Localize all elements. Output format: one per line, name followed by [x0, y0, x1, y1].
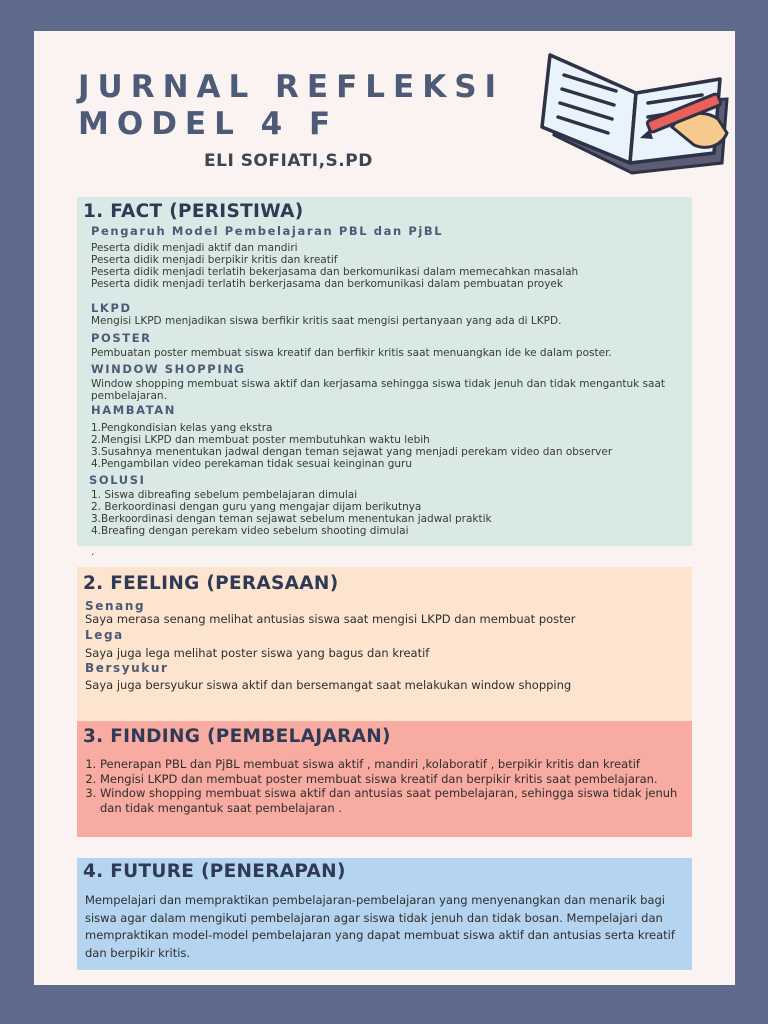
bersyukur-heading: Bersyukur	[85, 661, 169, 675]
author-name: ELI SOFIATI,S.PD	[204, 151, 373, 171]
hambatan-item: 1.Pengkondisian kelas yang ekstra	[91, 422, 273, 434]
title-line-2: MODEL 4 F	[78, 106, 339, 142]
fact-line: Peserta didik menjadi berpikir kritis dan kreatif	[91, 254, 338, 266]
bersyukur-text: Saya juga bersyukur siswa aktif dan bersemangat saat melakukan window shopping	[85, 678, 572, 692]
hambatan-heading: HAMBATAN	[91, 403, 177, 417]
finding-list	[78, 757, 690, 815]
fact-heading: 1. FACT (PERISTIWA)	[83, 201, 304, 222]
solusi-item: 1. Siswa dibreafing sebelum pembelajaran dimulai	[91, 489, 358, 501]
senang-heading: Senang	[85, 599, 146, 613]
solusi-heading: SOLUSI	[89, 473, 146, 487]
lkpd-heading: LKPD	[91, 301, 132, 315]
hambatan-list	[91, 422, 681, 470]
window-shopping-text: Window shopping membuat siswa aktif dan kerjasama sehingga siswa tidak jenuh dan tidak mengantuk saat pembelajaran.	[91, 378, 666, 402]
finding-item: 2. Mengisi LKPD dan membuat poster membuat siswa kreatif dan berpikir kritis saat pembelajaran.	[100, 772, 690, 787]
solusi-item: 3.Berkoordinasi dengan teman sejawat sebelum menentukan jadwal praktik	[91, 513, 492, 525]
fact-subheading: Pengaruh Model Pembelajaran PBL dan PjBL	[91, 224, 444, 238]
feeling-heading: 2. FEELING (PERASAAN)	[83, 573, 339, 594]
solusi-item: 4.Breafing dengan perekam video sebelum shooting dimulai	[91, 525, 409, 537]
lkpd-text: Mengisi LKPD menjadikan siswa berfikir kritis saat mengisi pertanyaan yang ada di LKPD.	[91, 315, 562, 327]
fact-section	[77, 197, 692, 558]
finding-heading: 3. FINDING (PEMBELAJARAN)	[83, 726, 391, 747]
poster-heading: POSTER	[91, 331, 152, 345]
fact-lines	[91, 242, 681, 290]
hambatan-item: 4.Pengambilan video perekaman tidak sesuai keinginan guru	[91, 458, 413, 470]
lega-text: Saya juga lega melihat poster siswa yang bagus dan kreatif	[85, 646, 430, 660]
solusi-item: 2. Berkoordinasi dengan guru yang mengajar dijam berikutnya	[91, 501, 422, 513]
finding-item: 1. Penerapan PBL dan PjBL membuat siswa aktif , mandiri ,kolaboratif , berpikir kritis dan kreatif	[100, 757, 690, 772]
future-section	[77, 858, 692, 970]
senang-text: Saya merasa senang melihat antusias siswa saat mengisi LKPD dan membuat poster	[85, 612, 576, 626]
feeling-section	[77, 567, 692, 731]
fact-line: Peserta didik menjadi aktif dan mandiri	[91, 242, 298, 254]
fact-line: Peserta didik menjadi terlatih berkerjasama dan berkomunikasi dalam pembuatan proyek	[91, 278, 563, 290]
open-book-icon	[522, 35, 736, 185]
poster-text: Pembuatan poster membuat siswa kreatif dan berfikir kritis saat menuangkan ide ke dalam poster.	[91, 347, 612, 359]
lega-heading: Lega	[85, 628, 124, 642]
window-shopping-heading: WINDOW SHOPPING	[91, 362, 246, 376]
hambatan-item: 3.Susahnya menentukan jadwal dengan teman sejawat yang menjadi perekam video dan observer	[91, 446, 613, 458]
future-text: Mempelajari dan mempraktikan pembelajaran-pembelajaran yang menyenangkan dan menarik bagi siswa agar dalam mengikuti pembelajaran agar siswa tidak jenuh dan tidak bosan. Mempelajari dan mempraktikan model-model pembelajaran yang dapat membuat siswa aktif dan antusias serta kreatif dan berpikir kritis.	[85, 893, 675, 960]
trailing-dot: .	[91, 546, 95, 558]
page-title	[78, 69, 504, 143]
solusi-list	[91, 489, 681, 537]
future-heading: 4. FUTURE (PENERAPAN)	[83, 861, 346, 882]
hambatan-item: 2.Mengisi LKPD dan membuat poster membutuhkan waktu lebih	[91, 434, 430, 446]
journal-page	[34, 31, 735, 985]
finding-item: 3. Window shopping membuat siswa aktif dan antusias saat pembelajaran, sehingga siswa tidak jenuh dan tidak mengantuk saat pembelajaran .	[100, 786, 690, 815]
finding-section	[77, 721, 692, 837]
fact-line: Peserta didik menjadi terlatih bekerjasama dan berkomunikasi dalam memecahkan masalah	[91, 266, 579, 278]
title-line-1: JURNAL REFLEKSI	[78, 69, 505, 105]
